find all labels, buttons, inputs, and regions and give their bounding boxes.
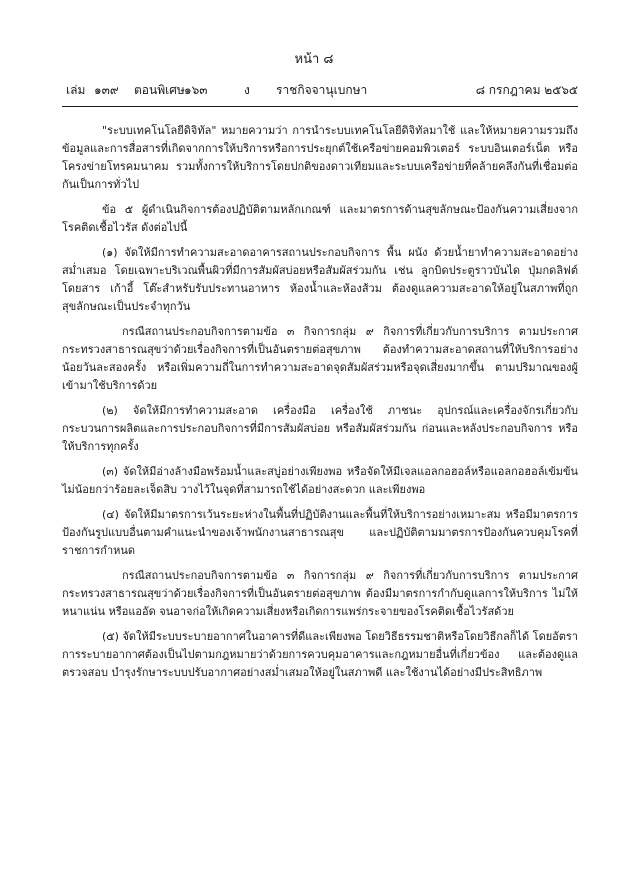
publication-date: ๘ กรกฎาคม ๒๕๖๕: [475, 83, 578, 97]
section-label: ตอนพิเศษ: [134, 83, 185, 97]
paragraph-item-1: (๑) จัดให้มีการทำความสะอาดอาคารสถานประกอบกิจการ พื้น ผนัง ด้วยน้ำยาทำความสะอาดอย่างสม่ำเสมอ โดยเฉพาะบริเวณพื้นผิวที่มีการสัมผัสบ่อยหรือสัมผัสร่วมกัน เช่น ลูกบิดประตูราวบันได ปุ่มกดลิฟต์โดยสาร เก้าอี้ โต๊ะสำหรับรับประทานอาหาร ห้องน้ำและห้องส้วม ต้องดูแลความสะอาดให้อยู่ในสภาพที่ถูกสุขลักษณะเป็นประจำทุกวัน: [62, 246, 578, 313]
gazette-name: ราชกิจจานุเบกษา: [276, 83, 368, 97]
paragraph-item-2: (๒) จัดให้มีการทำความสะอาด เครื่องมือ เครื่องใช้ ภาชนะ อุปกรณ์และเครื่องจักรเกี่ยวกับกระบวนการผลิตและการประกอบกิจการที่มีการสัมผัสบ่อย หรือสัมผัสร่วมกัน ก่อนและหลังประกอบกิจการ หรือให้บริการทุกครั้ง: [62, 404, 578, 453]
volume-number: ๑๓๙: [94, 83, 119, 97]
paragraph-clause-5: ข้อ ๕ ผู้ดำเนินกิจการต้องปฏิบัติตามหลักเกณฑ์ และมาตรการด้านสุขลักษณะป้องกันความเสี่ยงจากโรคติดเชื้อไวรัส ดังต่อไปนี้: [62, 203, 578, 234]
paragraph-item-4: (๔) จัดให้มีมาตรการเว้นระยะห่างในพื้นที่ปฏิบัติงานและพื้นที่ให้บริการอย่างเหมาะสม หรือมีมาตรการป้องกันรูปแบบอื่นตามคำแนะนำของเจ้าพนักงานสาธารณสุข และปฏิบัติตามมาตรการป้องกันควบคุมโรคที่ราชการกำหนด: [62, 508, 578, 557]
paragraph-item-1-case: กรณีสถานประกอบกิจการตามข้อ ๓ กิจการกลุ่ม ๙ กิจการที่เกี่ยวกับการบริการ ตามประกาศกระทรวงสาธารณสุขว่าด้วยเรื่องกิจการที่เป็นอันตรายต่อสุขภาพ ต้องทำความสะอาดสถานที่ให้บริการอย่างน้อยวันละสองครั้ง หรือเพิ่มความถี่ในการทำความสะอาดจุดสัมผัสร่วมหรือจุดเสี่ยงมากขึ้น ตามปริมาณของผู้เข้ามาใช้บริการด้วย: [62, 325, 578, 392]
page-number: หน้า ๘: [294, 52, 334, 67]
section-letter: ง: [244, 83, 250, 97]
section-number: ๑๖๓: [184, 83, 208, 97]
header-divider: [62, 106, 578, 107]
volume-label: เล่ม: [66, 83, 86, 97]
gazette-header: [66, 81, 578, 99]
paragraph-item-5: (๕) จัดให้มีระบบระบายอากาศในอาคารที่ดีและเพียงพอ โดยวิธีธรรมชาติหรือโดยวิธีกลก็ได้ โดยอัตราการระบายอากาศต้องเป็นไปตามกฎหมายว่าด้วยการควบคุมอาคารและกฎหมายอื่นที่เกี่ยวข้อง และต้องดูแล ตรวจสอบ บำรุงรักษาระบบปรับอากาศอย่างสม่ำเสมอให้อยู่ในสภาพดี และใช้งานได้อย่างมีประสิทธิภาพ: [62, 630, 578, 679]
paragraph-item-3: (๓) จัดให้มีอ่างล้างมือพร้อมน้ำและสบู่อย่างเพียงพอ หรือจัดให้มีเจลแอลกอฮอล์หรือแอลกอฮอล์เข้มข้นไม่น้อยกว่าร้อยละเจ็ดสิบ วางไว้ในจุดที่สามารถใช้ได้อย่างสะดวก และเพียงพอ: [62, 465, 578, 496]
paragraph-definition: "ระบบเทคโนโลยีดิจิทัล" หมายความว่า การนำระบบเทคโนโลยีดิจิทัลมาใช้ และให้หมายความรวมถึงข้อมูลและการสื่อสารที่เกิดจากการให้บริการหรือการประยุกต์ใช้เครือข่ายคอมพิวเตอร์ ระบบอินเตอร์เน็ต หรือโครงข่ายโทรคมนาคม รวมทั้งการให้บริการโดยปกติของดาวเทียมและระบบเครือข่ายที่คล้ายคลึงกันที่เชื่อมต่อกันเป็นการทั่วไป: [62, 124, 578, 191]
document-body: [62, 122, 578, 682]
paragraph-item-4-case: กรณีสถานประกอบกิจการตามข้อ ๓ กิจการกลุ่ม ๙ กิจการที่เกี่ยวกับการบริการ ตามประกาศกระทรวงสาธารณสุขว่าด้วยเรื่องกิจการที่เป็นอันตรายต่อสุขภาพ ต้องมีมาตรการกำกับดูแลการให้บริการ ไม่ให้หนาแน่น หรือแออัด จนอาจก่อให้เกิดความเสี่ยงหรือเกิดการแพร่กระจายของโรคติดเชื้อไวรัสด้วย: [62, 569, 578, 618]
